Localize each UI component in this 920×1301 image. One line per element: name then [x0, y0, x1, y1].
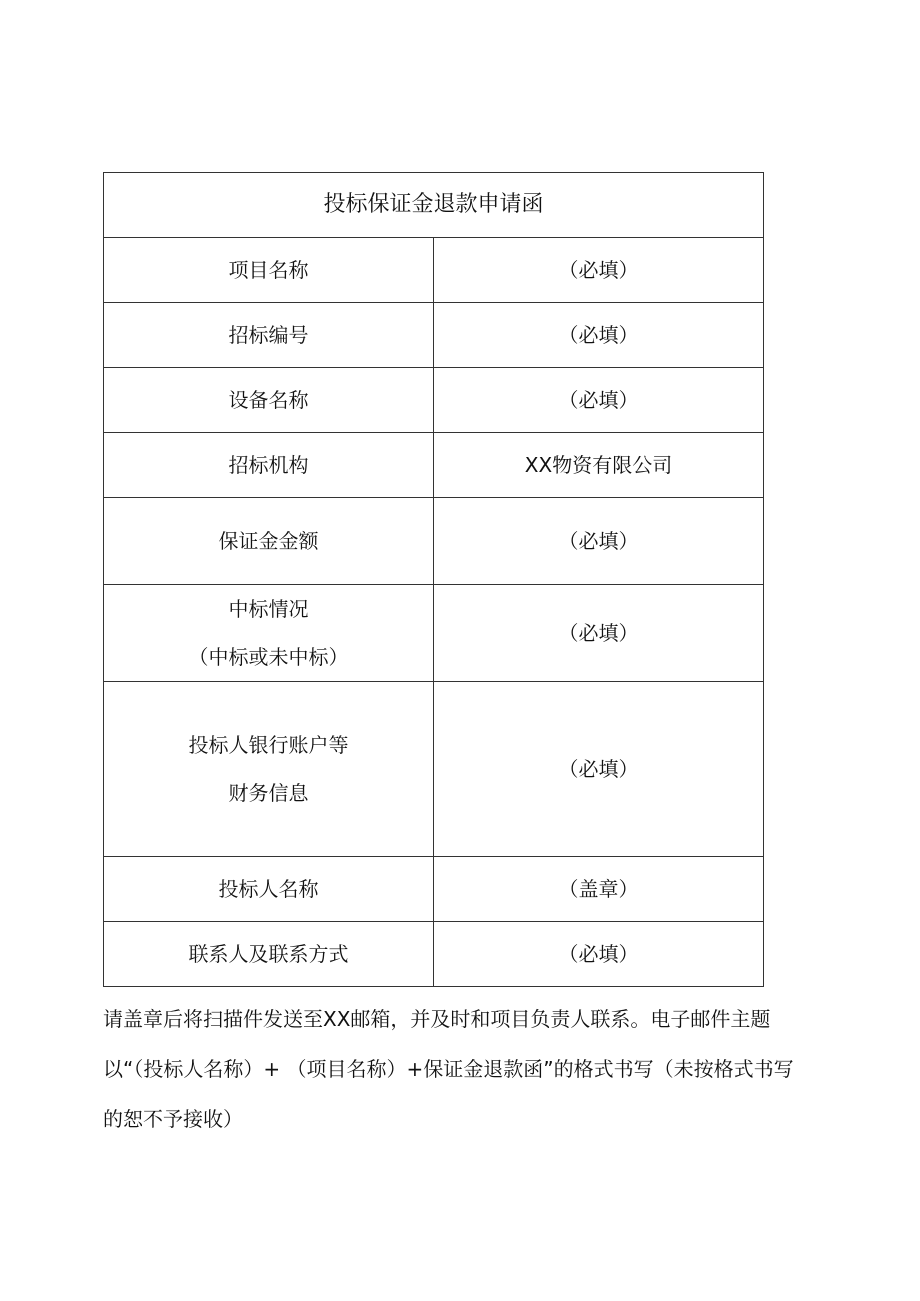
- field-label-line: （中标或未中标）: [188, 645, 349, 669]
- form-row-project-name: [104, 238, 764, 303]
- refund-application-form: [103, 172, 764, 987]
- form-row-tender-number: [104, 303, 764, 368]
- equipment-name-field[interactable]: （必填）: [434, 368, 764, 433]
- field-label: [104, 585, 434, 682]
- contact-field[interactable]: （必填）: [434, 922, 764, 987]
- field-label: 项目名称: [104, 238, 434, 303]
- project-name-field[interactable]: （必填）: [434, 238, 764, 303]
- form-row-bid-result: [104, 585, 764, 682]
- form-row-equipment-name: [104, 368, 764, 433]
- form-row-contact: [104, 922, 764, 987]
- field-label: 招标机构: [104, 433, 434, 498]
- form-row-bidder-name: [104, 857, 764, 922]
- field-label-line: 财务信息: [228, 781, 309, 805]
- tender-number-field[interactable]: （必填）: [434, 303, 764, 368]
- field-label: 设备名称: [104, 368, 434, 433]
- field-label: 保证金金额: [104, 498, 434, 585]
- bidder-seal-field[interactable]: （盖章）: [434, 857, 764, 922]
- field-label-line: 投标人银行账户等: [188, 733, 349, 757]
- submission-instructions: 请盖章后将扫描件发送至XX邮箱，并及时和项目负责人联系。电子邮件主题以“（投标人名称）+ （项目名称）+保证金退款函”的格式书写（未按格式书写的恕不予接收）: [103, 1007, 794, 1131]
- field-label: 招标编号: [104, 303, 434, 368]
- form-row-tender-agency: [104, 433, 764, 498]
- field-label-line: 中标情况: [228, 597, 309, 621]
- field-label: 投标人名称: [104, 857, 434, 922]
- form-row-bank-info: [104, 682, 764, 857]
- tender-agency-value: XX物资有限公司: [434, 433, 764, 498]
- form-title: 投标保证金退款申请函: [104, 173, 764, 238]
- field-label: 联系人及联系方式: [104, 922, 434, 987]
- bid-result-field[interactable]: （必填）: [434, 585, 764, 682]
- bank-info-field[interactable]: （必填）: [434, 682, 764, 857]
- deposit-amount-field[interactable]: （必填）: [434, 498, 764, 585]
- form-row-deposit-amount: [104, 498, 764, 585]
- field-label: [104, 682, 434, 857]
